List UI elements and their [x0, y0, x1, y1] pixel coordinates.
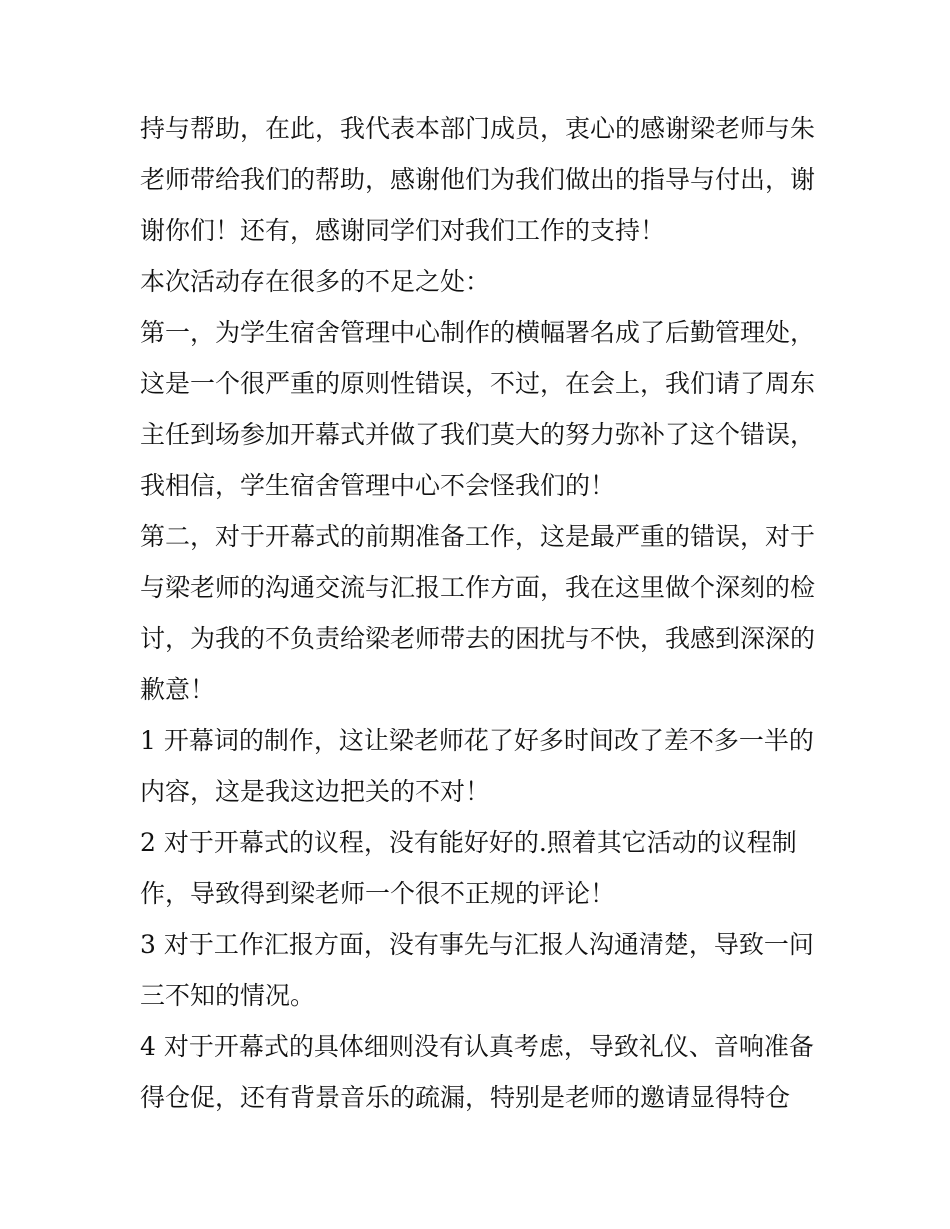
text-line: 与梁老师的沟通交流与汇报工作方面，我在这里做个深刻的检 — [140, 573, 816, 602]
text-line: 3 对于工作汇报方面，没有事先与汇报人沟通清楚，导致一问 — [140, 930, 814, 959]
text-line: 1 开幕词的制作，这让梁老师花了好多时间改了差不多一半的 — [140, 726, 814, 755]
text-line: 持与帮助，在此，我代表本部门成员，衷心的感谢梁老师与朱 — [140, 114, 816, 143]
text-line: 主任到场参加开幕式并做了我们莫大的努力弥补了这个错误， — [140, 420, 816, 449]
text-line: 老师带给我们的帮助，感谢他们为我们做出的指导与付出，谢 — [140, 165, 816, 194]
text-line: 本次活动存在很多的不足之处： — [140, 267, 491, 296]
text-line: 4 对于开幕式的具体细则没有认真考虑，导致礼仪、音响准备 — [140, 1032, 814, 1061]
text-line: 2 对于开幕式的议程，没有能好好的.照着其它活动的议程制 — [140, 828, 797, 857]
text-line: 作，导致得到梁老师一个很不正规的评论！ — [140, 879, 616, 908]
text-line: 得仓促，还有背景音乐的疏漏，特别是老师的邀请显得特仓 — [140, 1083, 791, 1112]
text-line: 谢你们！还有，感谢同学们对我们工作的支持！ — [140, 216, 666, 245]
text-line: 讨，为我的不负责给梁老师带去的困扰与不快，我感到深深的 — [140, 624, 816, 653]
text-line: 三不知的情况。 — [140, 981, 316, 1010]
document-body — [140, 103, 820, 1123]
text-line: 我相信，学生宿舍管理中心不会怪我们的！ — [140, 471, 616, 500]
text-line: 第一，为学生宿舍管理中心制作的横幅署名成了后勤管理处， — [140, 318, 816, 347]
text-line: 歉意！ — [140, 675, 216, 704]
text-line: 这是一个很严重的原则性错误，不过，在会上，我们请了周东 — [140, 369, 816, 398]
text-line: 内容，这是我这边把关的不对！ — [140, 777, 491, 806]
text-line: 第二，对于开幕式的前期准备工作，这是最严重的错误，对于 — [140, 522, 816, 551]
